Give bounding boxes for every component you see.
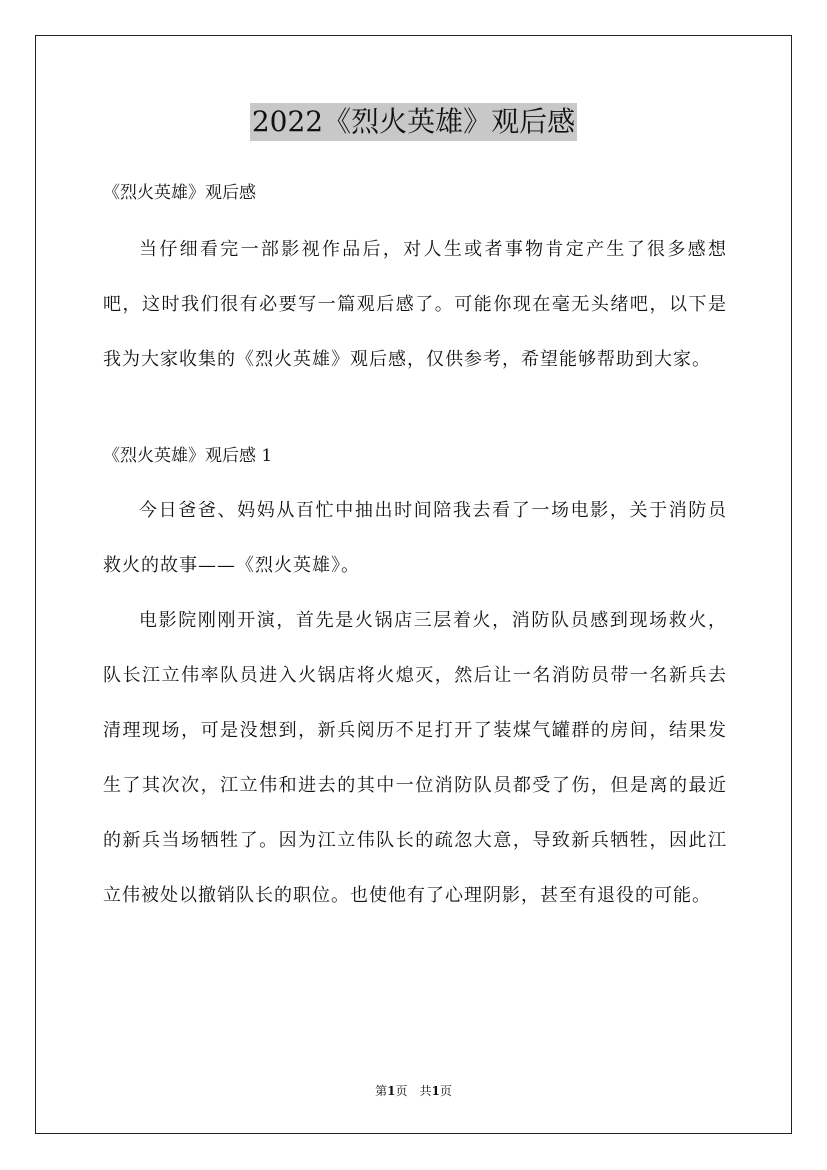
body-paragraph-2: 电影院刚刚开演，首先是火锅店三层着火，消防队员感到现场救火，队长江立伟率队员进入火锅店将火熄灭，然后让一名消防员带一名新兵去清理现场，可是没想到，新兵阅历不足打开了装煤气罐群的房间，结果发生了其次次，江立伟和进去的其中一位消防队员都受了伤，但是离的最近的新兵当场牺牲了。因为江立伟队长的疏忽大意，导致新兵牺牲，因此江立伟被处以撤销队长的职位。也使他有了心理阴影，甚至有退役的可能。 (103, 610, 727, 906)
page-footer (0, 1083, 827, 1099)
intro-heading: 《烈火英雄》观后感 (103, 183, 256, 203)
footer-page-suffix: 页 (439, 1084, 452, 1098)
title-container (0, 103, 827, 141)
section-heading: 《烈火英雄》观后感 1 (103, 446, 273, 466)
footer-page-mid: 页 共 (395, 1084, 432, 1098)
body-paragraph-1: 今日爸爸、妈妈从百忙中抽出时间陪我去看了一场电影，关于消防员救火的故事——《烈火英雄》。 (103, 500, 727, 576)
intro-paragraph: 当仔细看完一部影视作品后，对人生或者事物肯定产生了很多感想吧，这时我们很有必要写一篇观后感了。可能你现在毫无头绪吧，以下是我为大家收集的《烈火英雄》观后感，仅供参考，希望能够帮助到大家。 (103, 239, 727, 370)
footer-page-prefix: 第 (375, 1084, 388, 1098)
document-title: 2022《烈火英雄》观后感 (250, 103, 577, 141)
footer-page-current: 1 (387, 1084, 396, 1098)
footer-page-total: 1 (431, 1084, 440, 1098)
document-body (103, 170, 727, 923)
